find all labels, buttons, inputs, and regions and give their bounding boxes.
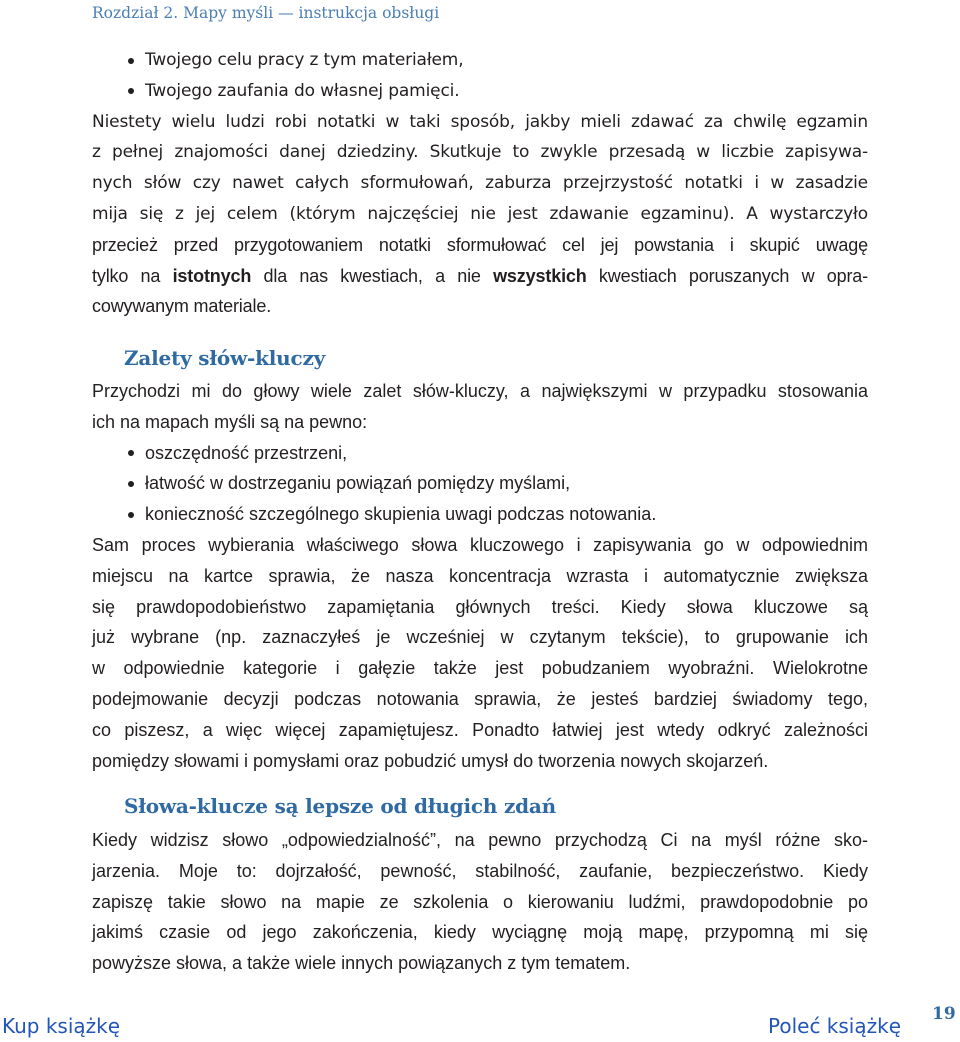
intro-block bbox=[92, 45, 868, 322]
section-heading-zalety: Zalety słów-kluczy bbox=[124, 346, 326, 370]
paragraph-line: podejmowanie decyzji podczas notowania sprawia, że jesteś bardziej świadomy tego, bbox=[92, 688, 868, 709]
section-zalety bbox=[92, 376, 868, 776]
paragraph-line: pomiędzy słowami i pomysłami oraz pobudzić umysł do tworzenia nowych skojarzeń. bbox=[92, 750, 769, 771]
paragraph-line: przecież przed przygotowaniem notatki sformułować cel jej powstania i skupić uwagę bbox=[92, 234, 868, 255]
list-item: Twojego celu pracy z tym materiałem, bbox=[92, 45, 868, 76]
text-run: kwestiach poruszanych w opra- bbox=[586, 265, 868, 286]
paragraph-line: w odpowiednie kategorie i gałęzie także jest pobudzaniem wyobraźni. Wielokrotne bbox=[92, 658, 868, 679]
list-item: łatwość w dostrzeganiu powiązań pomiędzy myślami, bbox=[92, 468, 868, 499]
recommend-book-link[interactable]: Poleć książkę bbox=[768, 1014, 901, 1038]
paragraph-line: już wybrane (np. zaznaczyłeś je wcześniej w czytanym tekście), to grupowanie ich bbox=[92, 627, 868, 648]
buy-book-link[interactable]: Kup książkę bbox=[2, 1014, 121, 1038]
paragraph-line: powyższe słowa, a także wiele innych powiązanych z tym tematem. bbox=[92, 953, 631, 974]
paragraph-line: jakimś czasie od jego zakończenia, kiedy wyciągnę moją mapę, przypomną mi się bbox=[92, 922, 868, 943]
paragraph-line: z pełnej znajomości danej dziedziny. Skutkuje to zwykle przesadą w liczbie zapisywa- bbox=[92, 142, 868, 163]
list-item: konieczność szczególnego skupienia uwagi podczas notowania. bbox=[92, 499, 868, 530]
paragraph-line: ich na mapach myśli są na pewno: bbox=[92, 411, 368, 432]
emphasis-wszystkich: wszystkich bbox=[493, 265, 587, 286]
paragraph-line: Niestety wielu ludzi robi notatki w taki sposób, jakby mieli zdawać za chwilę egzamin bbox=[92, 111, 868, 132]
list-item: Twojego zaufania do własnej pamięci. bbox=[92, 76, 868, 107]
paragraph-line: cowywanym materiale. bbox=[92, 296, 272, 317]
text-run: dla nas kwestiach, a nie bbox=[251, 265, 494, 286]
paragraph-line: zapiszę takie słowo na mapie ze szkolenia o kierowaniu ludźmi, prawdopodobnie po bbox=[92, 891, 868, 912]
paragraph-line: co piszesz, a więc więcej zapamiętujesz. Ponadto łatwiej jest wtedy odkryć zależności bbox=[92, 719, 868, 740]
emphasis-istotnych: istotnych bbox=[172, 265, 252, 286]
paragraph-line: nych słów czy nawet całych sformułowań, zaburza przejrzystość notatki i w zasadzie bbox=[92, 173, 868, 194]
paragraph-line: miejscu na kartce sprawia, że nasza koncentracja wzrasta i automatycznie zwiększa bbox=[92, 565, 868, 586]
paragraph-line: Sam proces wybierania właściwego słowa kluczowego i zapisywania go w odpowiednim bbox=[92, 534, 868, 555]
list-item: oszczędność przestrzeni, bbox=[92, 438, 868, 469]
section-slowa-klucze bbox=[92, 825, 868, 979]
running-head: Rozdział 2. Mapy myśli — instrukcja obsługi bbox=[92, 4, 440, 22]
paragraph-line: się prawdopodobieństwo zapamiętania głównych treści. Kiedy słowa kluczowe są bbox=[92, 596, 868, 617]
page-number: 19 bbox=[932, 1004, 956, 1024]
paragraph-line: jarzenia. Moje to: dojrzałość, pewność, stabilność, zaufanie, bezpieczeństwo. Kiedy bbox=[92, 860, 868, 881]
text-run: tylko na bbox=[92, 265, 173, 286]
paragraph-line: Przychodzi mi do głowy wiele zalet słów-kluczy, a największymi w przypadku stosowania bbox=[92, 381, 868, 401]
section-heading-slowa-klucze: Słowa-klucze są lepsze od długich zdań bbox=[124, 794, 556, 818]
paragraph-line: Kiedy widzisz słowo „odpowiedzialność”, na pewno przychodzą Ci na myśl różne sko- bbox=[92, 830, 868, 850]
paragraph-line bbox=[92, 261, 868, 292]
paragraph-line: mija się z jej celem (którym najczęściej nie jest zdawanie egzaminu). A wystarczyło bbox=[92, 203, 868, 224]
